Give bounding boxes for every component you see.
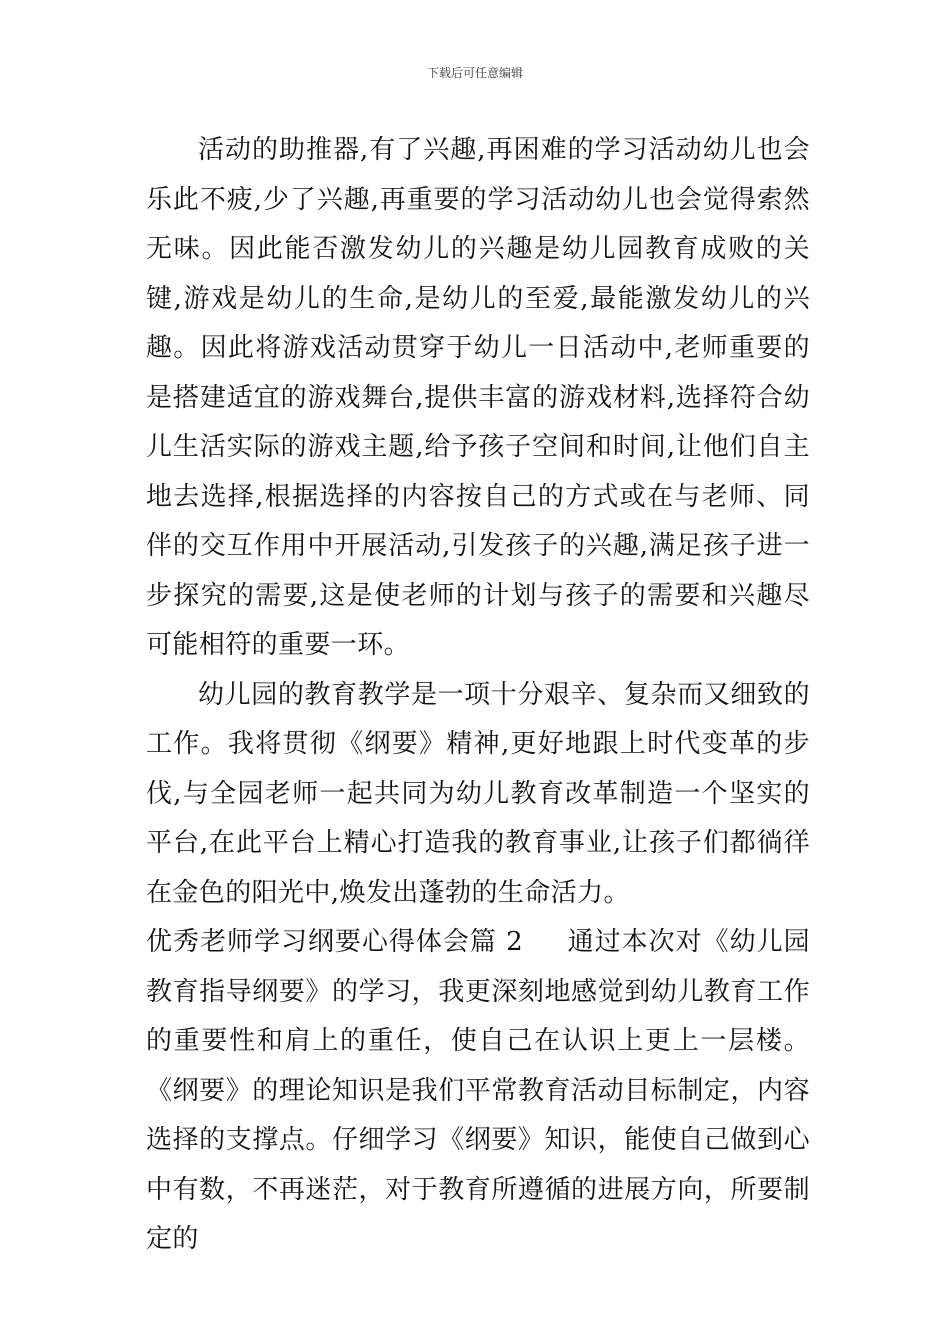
page-header-note: 下载后可任意编辑 — [426, 66, 523, 80]
paragraph-2: 幼儿园的教育教学是一项十分艰辛、复杂而又细致的工作。我将贯彻《纲要》精神,更好地跟上时代变革的步伐,与全园老师一起共同为幼儿教育改革制造一个坚实的平台,在此平台上精心打造我的教育事业,让孩子们都徜徉在金色的阳光中,焕发出蓬勃的生命活力。 — [146, 679, 810, 908]
section-paragraph — [146, 918, 810, 1265]
section-title: 优秀老师学习纲要心得体会篇 2 — [146, 927, 524, 957]
paragraph-1: 活动的助推器,有了兴趣,再困难的学习活动幼儿也会乐此不疲,少了兴趣,再重要的学习活动幼儿也会觉得索然无味。因此能否激发幼儿的兴趣是幼儿园教育成败的关键,游戏是幼儿的生命,是幼儿的至爱,最能激发幼儿的兴趣。因此将游戏活动贯穿于幼儿一日活动中,老师重要的是搭建适宜的游戏舞台,提供丰富的游戏材料,选择符合幼儿生活实际的游戏主题,给予孩子空间和时间,让他们自主地去选择,根据选择的内容按自己的方式或在与老师、同伴的交互作用中开展活动,引发孩子的兴趣,满足孩子进一步探究的需要,这是使老师的计划与孩子的需要和兴趣尽可能相符的重要一环。 — [146, 135, 810, 660]
document-body — [146, 126, 810, 1265]
section-text: 通过本次对《幼儿园教育指导纲要》的学习，我更深刻地感觉到幼儿教育工作的重要性和肩上的重任，使自己在认识上更上一层楼。《纲要》的理论知识是我们平常教育活动目标制定，内容选择的支撑点。仔细学习《纲要》知识，能使自己做到心中有数，不再迷茫，对于教育所遵循的进展方向，所要制定的 — [146, 927, 810, 1254]
